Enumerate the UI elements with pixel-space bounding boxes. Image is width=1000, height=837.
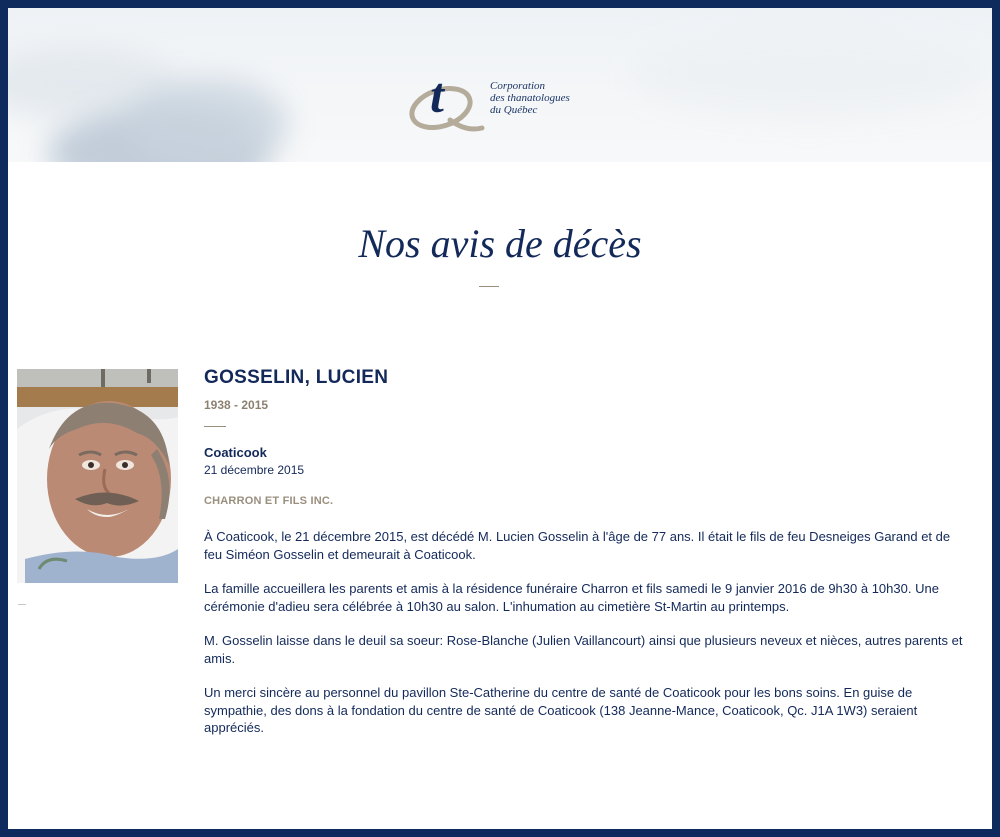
title-divider bbox=[479, 286, 499, 287]
obituary-paragraph: Un merci sincère au personnel du pavillon Ste-Catherine du centre de santé de Coaticook pour les bons soins. En guise de sympathie, des dons à la fondation du centre de santé de Coaticook (138 Jeanne-Mance, Coaticook, Qc. J1A 1W3) seraient appréciés. bbox=[204, 685, 918, 735]
page-title: Nos avis de décès bbox=[358, 221, 642, 266]
logo-wordmark bbox=[490, 80, 590, 116]
deceased-name: GOSSELIN, LUCIEN bbox=[204, 367, 389, 388]
obituary-date: 21 décembre 2015 bbox=[204, 463, 305, 477]
header-banner bbox=[8, 8, 992, 162]
page-frame bbox=[8, 8, 992, 829]
deceased-photo bbox=[17, 369, 178, 583]
deceased-years: 1938 - 2015 bbox=[204, 398, 269, 412]
name-divider bbox=[204, 426, 226, 427]
logo-line-2: des thanatologues bbox=[490, 92, 570, 104]
cloud-decoration bbox=[128, 78, 288, 162]
funeral-home-link[interactable]: CHARRON ET FILS INC. bbox=[204, 495, 334, 507]
svg-text:t: t bbox=[430, 67, 444, 123]
logo-mark-icon bbox=[406, 58, 486, 138]
obituary-paragraph: M. Gosselin laisse dans le deuil sa soeur: Rose-Blanche (Julien Vaillancourt) ainsi que plusieurs neveux et nièces, autres parents et amis. bbox=[204, 633, 963, 666]
obituary-text bbox=[204, 528, 968, 754]
obituary-paragraph: À Coaticook, le 21 décembre 2015, est décédé M. Lucien Gosselin à l'âge de 77 ans. Il était le fils de feu Desneiges Garand et de feu Siméon Gosselin et demeurait à Coaticook. bbox=[204, 529, 951, 562]
logo-line-1: Corporation bbox=[490, 80, 546, 92]
corporation-logo[interactable] bbox=[406, 58, 586, 138]
portrait-image bbox=[17, 369, 178, 583]
photo-caption-mark bbox=[18, 604, 26, 605]
logo-line-3: du Québec bbox=[490, 104, 538, 116]
obituary-paragraph: La famille accueillera les parents et amis à la résidence funéraire Charron et fils samedi le 9 janvier 2016 de 9h30 à 10h30. Une cérémonie d'adieu sera célébrée à 10h30 au salon. L'inhumation au cimetière St-Martin au printemps. bbox=[204, 581, 939, 614]
cloud-decoration bbox=[628, 28, 988, 118]
obituary-city: Coaticook bbox=[204, 445, 267, 460]
